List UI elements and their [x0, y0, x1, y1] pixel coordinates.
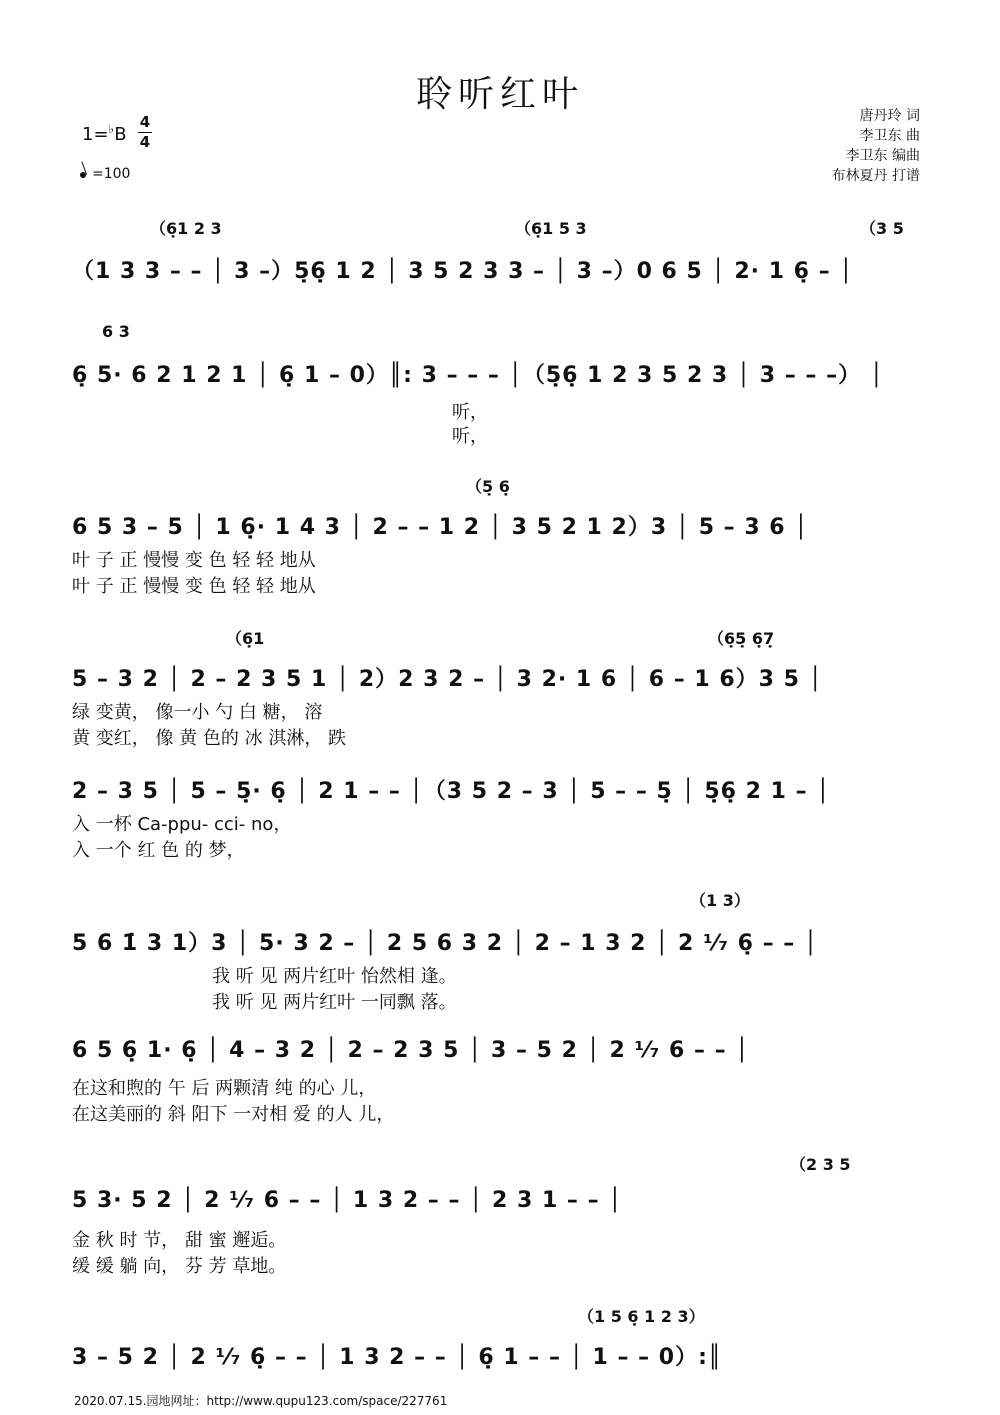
- annotation: （6̣5̣ 6̣7̣: [708, 629, 775, 648]
- lyric-line: 我 听 见 两片红叶 一同飘 落。: [212, 992, 457, 1013]
- lyric-line: 绿 变黄， 像一小 勺 白 糖， 溶: [72, 702, 323, 723]
- lyric-line: 在这和煦的 午 后 两颗清 纯 的心 儿，: [72, 1078, 377, 1099]
- lyric-line: 入 一杯 Ca-ppu- cci- no，: [72, 814, 292, 835]
- notation-line: （1 3 3 – – │ 3 –）5̣6̣ 1 2 │ 3 5 2 3 3 – │ 3 –）0 6 5 │ 2· 1 6̣ – │: [72, 259, 854, 284]
- notation-line: 6 5 6̣ 1· 6̣ │ 4 – 3 2 │ 2 – 2 3 5 │ 3 – 5 2 │ 2 ¹⁄₇ 6 – – │: [72, 1038, 750, 1063]
- credit-transcriber: 布林夏丹 打谱: [831, 168, 920, 184]
- lyric-line: 在这美丽的 斜 阳下 一对相 爱 的人 儿，: [72, 1104, 395, 1125]
- annotation: （1 5 6̣ 1 2 3）: [578, 1307, 705, 1326]
- annotation: （1 3）: [690, 891, 750, 910]
- key-signature: 1=♭B: [82, 122, 127, 145]
- lyric-line: 叶 子 正 慢慢 变 色 轻 轻 地从: [72, 550, 316, 571]
- lyric-line: 金 秋 时 节， 甜 蜜 邂逅。: [72, 1230, 287, 1251]
- lyric: 听，: [452, 402, 488, 423]
- quarter-note-icon: [79, 171, 87, 179]
- credits: [832, 106, 920, 186]
- annotation: （6̣1: [226, 629, 265, 648]
- time-signature: 4 4: [139, 113, 151, 151]
- footer-url: 2020.07.15.园地网址：http://www.qupu123.com/space/227761: [74, 1394, 448, 1408]
- credit-arranger: 李卫东 编曲: [845, 148, 920, 164]
- lyric: 听，: [452, 426, 488, 447]
- lyric-line: 我 听 见 两片红叶 怡然相 逢。: [212, 966, 457, 987]
- notation-line: 6̣ 5· 6 2 1 2 1 │ 6̣ 1 – 0）║: 3 – – – │（5̣6̣ 1 2 3 5 2 3 │ 3 – – –） │: [72, 363, 884, 388]
- notation-line: 6 5 3 – 5 │ 1 6̣· 1 4 3 │ 2 – – 1 2 │ 3 5 2 1 2）3 │ 5 – 3 6 │: [72, 515, 809, 540]
- credit-composer: 李卫东 曲: [859, 128, 920, 144]
- notation-line: 5 6 1̇ 3 1）3 │ 5· 3 2 – │ 2 5 6 3 2 │ 2 – 1 3 2 │ 2 ¹⁄₇ 6̣ – – │: [72, 931, 819, 956]
- annotation: （2 3 5: [790, 1155, 851, 1174]
- notation-line: 5 3· 5 2 │ 2 ¹⁄₇ 6 – – │ 1 3 2 – – │ 2 3 1 – – │: [72, 1188, 623, 1213]
- annotation: （5̣ 6̣: [466, 477, 510, 496]
- lyric-line: 入 一个 红 色 的 梦，: [72, 840, 245, 861]
- annotation: （3 5: [860, 219, 904, 238]
- lyric-line: 缓 缓 躺 向， 芬 芳 草地。: [72, 1256, 287, 1277]
- lyric-line: 叶 子 正 慢慢 变 色 轻 轻 地从: [72, 576, 316, 597]
- notation-line: 2 – 3 5 │ 5 – 5̣· 6̣ │ 2 1 – – │（3 5 2 – 3 │ 5 – – 5̣ │ 5̣6̣ 2 1 – │: [72, 779, 831, 804]
- tempo-marking: =100: [80, 166, 130, 182]
- annotation: （6̣1 2 3: [150, 219, 222, 238]
- notation-line: 3 – 5 2 │ 2 ¹⁄₇ 6̣ – – │ 1 3 2 – – │ 6̣ 1 – – │ 1 – – 0）:║: [72, 1345, 723, 1370]
- notation-line: 5 – 3 2 │ 2 – 2 3 5 1 │ 2）2 3 2 – │ 3 2· 1 6 │ 6 – 1 6）3 5 │: [72, 667, 823, 692]
- annotation: 6 3: [102, 322, 130, 341]
- credit-lyricist: 唐丹玲 词: [859, 108, 920, 124]
- song-title: 聆听红叶: [415, 74, 584, 115]
- flat-icon: ♭: [108, 122, 115, 136]
- lyric-line: 黄 变红， 像 黄 色的 冰 淇淋， 跌: [72, 728, 347, 749]
- annotation: （6̣1 5 3: [515, 219, 587, 238]
